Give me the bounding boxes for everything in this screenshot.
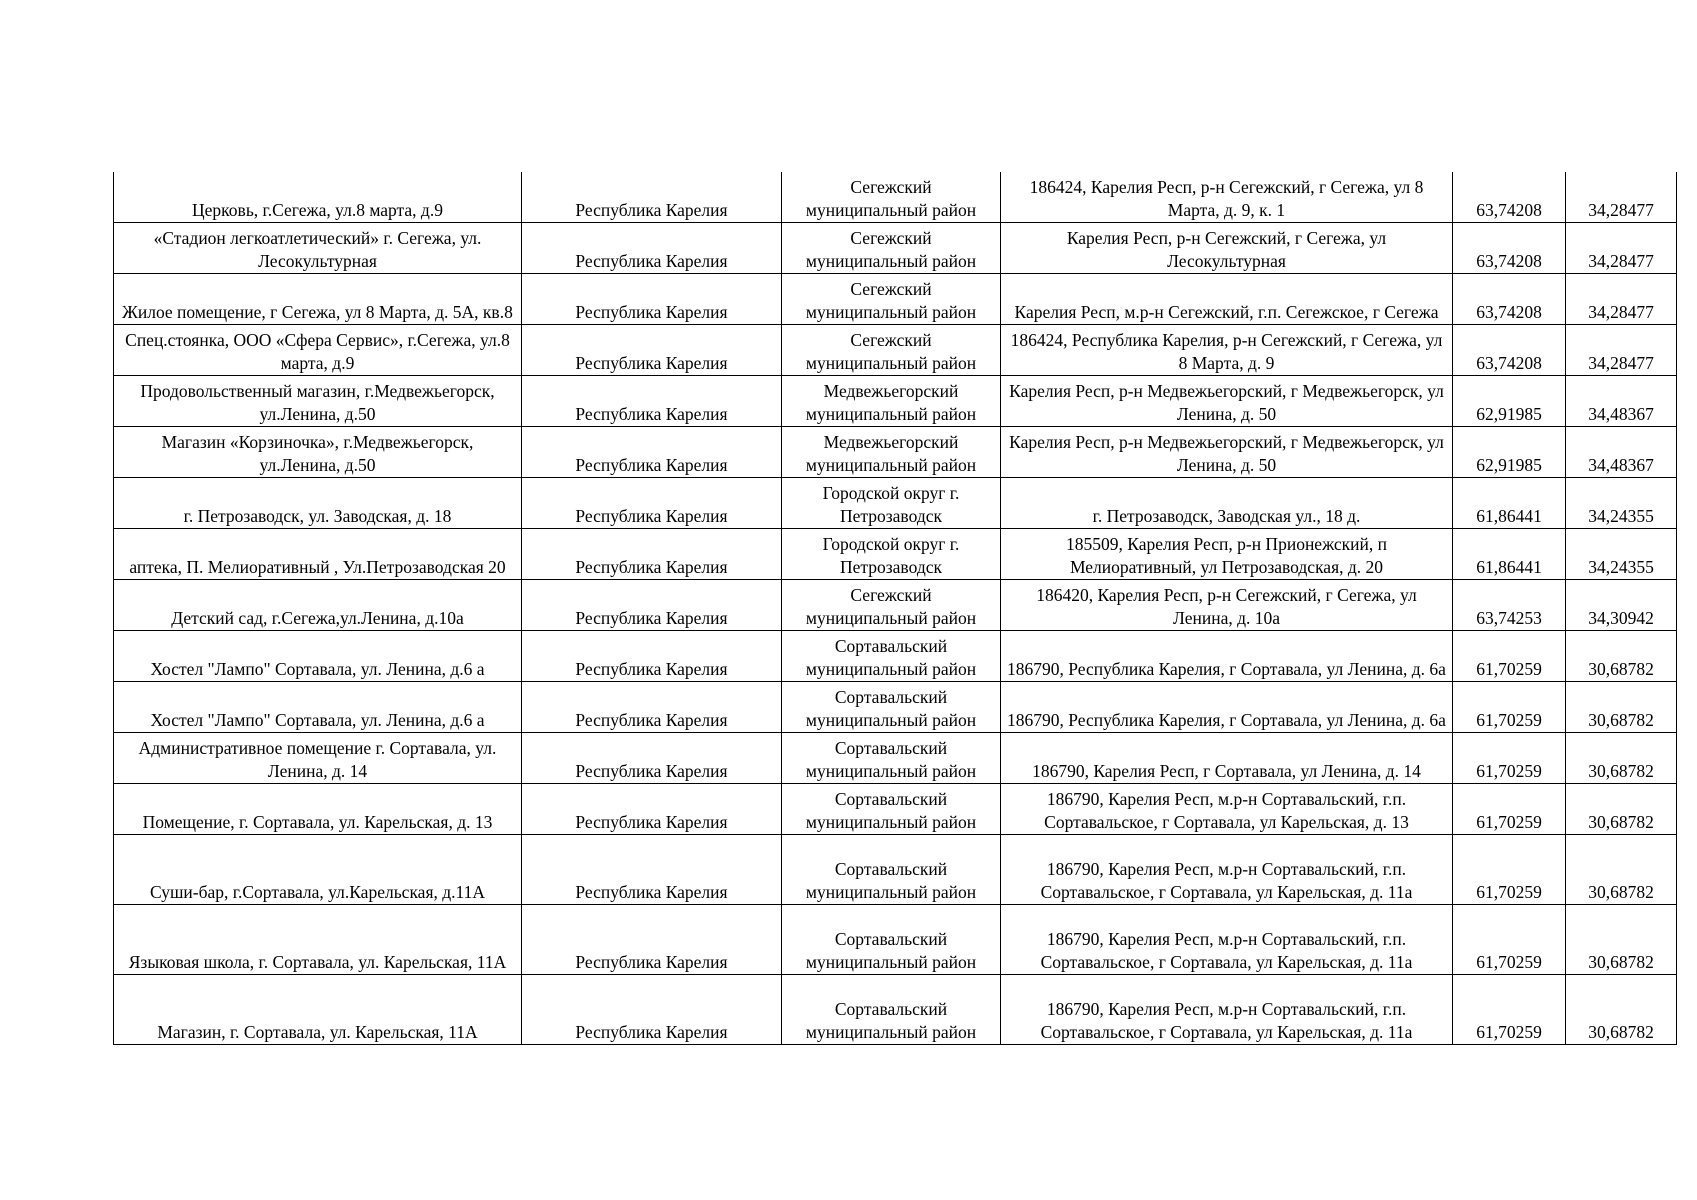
cell-object-name: Спец.стоянка, ООО «Сфера Сервис», г.Сегежа, ул.8 марта, д.9 xyxy=(114,325,522,376)
cell-address: 186424, Республика Карелия, р-н Сегежский, г Сегежа, ул 8 Марта, д. 9 xyxy=(1001,325,1453,376)
cell-longitude: 30,68782 xyxy=(1566,905,1677,975)
cell-object-name: Хостел "Лампо" Сортавала, ул. Ленина, д.6 а xyxy=(114,631,522,682)
cell-latitude: 61,70259 xyxy=(1453,975,1566,1045)
cell-municipality: Медвежьегорский муниципальный район xyxy=(782,376,1001,427)
document-page xyxy=(113,172,1677,1045)
cell-longitude: 30,68782 xyxy=(1566,733,1677,784)
cell-address: 186790, Карелия Респ, м.р-н Сортавальский, г.п. Сортавальское, г Сортавала, ул Карельская, д. 11а xyxy=(1001,905,1453,975)
cell-municipality: Городской округ г. Петрозаводск xyxy=(782,529,1001,580)
cell-longitude: 34,24355 xyxy=(1566,529,1677,580)
cell-latitude: 63,74208 xyxy=(1453,172,1566,223)
cell-municipality: Сортавальский муниципальный район xyxy=(782,682,1001,733)
cell-object-name: Магазин «Корзиночка», г.Медвежьегорск, ул.Ленина, д.50 xyxy=(114,427,522,478)
cell-region: Республика Карелия xyxy=(522,682,782,733)
cell-object-name: Церковь, г.Сегежа, ул.8 марта, д.9 xyxy=(114,172,522,223)
cell-address: г. Петрозаводск, Заводская ул., 18 д. xyxy=(1001,478,1453,529)
table-row xyxy=(114,580,1677,631)
cell-region: Республика Карелия xyxy=(522,733,782,784)
cell-latitude: 61,70259 xyxy=(1453,905,1566,975)
cell-municipality: Сортавальский муниципальный район xyxy=(782,905,1001,975)
cell-latitude: 61,70259 xyxy=(1453,682,1566,733)
cell-region: Республика Карелия xyxy=(522,975,782,1045)
cell-longitude: 34,28477 xyxy=(1566,274,1677,325)
table-row xyxy=(114,223,1677,274)
cell-municipality: Медвежьегорский муниципальный район xyxy=(782,427,1001,478)
cell-region: Республика Карелия xyxy=(522,223,782,274)
cell-longitude: 30,68782 xyxy=(1566,682,1677,733)
cell-longitude: 34,28477 xyxy=(1566,223,1677,274)
cell-address: 186424, Карелия Респ, р-н Сегежский, г Сегежа, ул 8 Марта, д. 9, к. 1 xyxy=(1001,172,1453,223)
table-row xyxy=(114,733,1677,784)
cell-address: Карелия Респ, р-н Медвежьегорский, г Медвежьегорск, ул Ленина, д. 50 xyxy=(1001,376,1453,427)
table-row xyxy=(114,784,1677,835)
cell-municipality: Городской округ г. Петрозаводск xyxy=(782,478,1001,529)
cell-object-name: аптека, П. Мелиоративный , Ул.Петрозаводская 20 xyxy=(114,529,522,580)
table-row xyxy=(114,682,1677,733)
cell-longitude: 34,24355 xyxy=(1566,478,1677,529)
table-row xyxy=(114,529,1677,580)
cell-municipality: Сегежский муниципальный район xyxy=(782,580,1001,631)
table-row xyxy=(114,325,1677,376)
cell-municipality: Сегежский муниципальный район xyxy=(782,325,1001,376)
cell-longitude: 30,68782 xyxy=(1566,784,1677,835)
cell-object-name: Жилое помещение, г Сегежа, ул 8 Марта, д. 5А, кв.8 xyxy=(114,274,522,325)
cell-longitude: 34,28477 xyxy=(1566,325,1677,376)
cell-latitude: 63,74208 xyxy=(1453,223,1566,274)
table-row xyxy=(114,427,1677,478)
cell-object-name: Детский сад, г.Сегежа,ул.Ленина, д.10а xyxy=(114,580,522,631)
locations-table xyxy=(113,172,1677,1045)
cell-region: Республика Карелия xyxy=(522,784,782,835)
cell-region: Республика Карелия xyxy=(522,427,782,478)
cell-address: 186420, Карелия Респ, р-н Сегежский, г Сегежа, ул Ленина, д. 10а xyxy=(1001,580,1453,631)
cell-region: Республика Карелия xyxy=(522,580,782,631)
cell-region: Республика Карелия xyxy=(522,905,782,975)
cell-latitude: 63,74208 xyxy=(1453,325,1566,376)
cell-address: Карелия Респ, м.р-н Сегежский, г.п. Сегежское, г Сегежа xyxy=(1001,274,1453,325)
cell-longitude: 34,28477 xyxy=(1566,172,1677,223)
cell-latitude: 61,70259 xyxy=(1453,784,1566,835)
cell-region: Республика Карелия xyxy=(522,631,782,682)
table-row xyxy=(114,631,1677,682)
cell-address: Карелия Респ, р-н Медвежьегорский, г Медвежьегорск, ул Ленина, д. 50 xyxy=(1001,427,1453,478)
cell-latitude: 61,70259 xyxy=(1453,733,1566,784)
cell-longitude: 34,48367 xyxy=(1566,427,1677,478)
cell-municipality: Сортавальский муниципальный район xyxy=(782,631,1001,682)
table-row xyxy=(114,478,1677,529)
cell-region: Республика Карелия xyxy=(522,274,782,325)
cell-address: 185509, Карелия Респ, р-н Прионежский, п Мелиоративный, ул Петрозаводская, д. 20 xyxy=(1001,529,1453,580)
cell-object-name: «Стадион легкоатлетический» г. Сегежа, ул. Лесокультурная xyxy=(114,223,522,274)
cell-object-name: Продовольственный магазин, г.Медвежьегорск, ул.Ленина, д.50 xyxy=(114,376,522,427)
cell-longitude: 30,68782 xyxy=(1566,631,1677,682)
cell-latitude: 63,74253 xyxy=(1453,580,1566,631)
cell-region: Республика Карелия xyxy=(522,529,782,580)
cell-latitude: 62,91985 xyxy=(1453,427,1566,478)
cell-region: Республика Карелия xyxy=(522,478,782,529)
cell-municipality: Сортавальский муниципальный район xyxy=(782,733,1001,784)
cell-longitude: 30,68782 xyxy=(1566,975,1677,1045)
cell-region: Республика Карелия xyxy=(522,172,782,223)
cell-address: 186790, Карелия Респ, м.р-н Сортавальский, г.п. Сортавальское, г Сортавала, ул Карельская, д. 13 xyxy=(1001,784,1453,835)
cell-latitude: 62,91985 xyxy=(1453,376,1566,427)
cell-object-name: Помещение, г. Сортавала, ул. Карельская, д. 13 xyxy=(114,784,522,835)
cell-object-name: Хостел "Лампо" Сортавала, ул. Ленина, д.6 а xyxy=(114,682,522,733)
cell-object-name: Суши-бар, г.Сортавала, ул.Карельская, д.11А xyxy=(114,835,522,905)
cell-address: 186790, Республика Карелия, г Сортавала, ул Ленина, д. 6а xyxy=(1001,682,1453,733)
cell-latitude: 61,70259 xyxy=(1453,835,1566,905)
cell-latitude: 61,86441 xyxy=(1453,478,1566,529)
cell-municipality: Сегежский муниципальный район xyxy=(782,172,1001,223)
table-row xyxy=(114,835,1677,905)
table-row xyxy=(114,274,1677,325)
cell-longitude: 34,30942 xyxy=(1566,580,1677,631)
cell-address: 186790, Республика Карелия, г Сортавала, ул Ленина, д. 6а xyxy=(1001,631,1453,682)
cell-municipality: Сегежский муниципальный район xyxy=(782,274,1001,325)
cell-object-name: Языковая школа, г. Сортавала, ул. Карельская, 11А xyxy=(114,905,522,975)
cell-region: Республика Карелия xyxy=(522,325,782,376)
cell-municipality: Сортавальский муниципальный район xyxy=(782,975,1001,1045)
cell-municipality: Сортавальский муниципальный район xyxy=(782,784,1001,835)
cell-longitude: 30,68782 xyxy=(1566,835,1677,905)
cell-object-name: Административное помещение г. Сортавала, ул. Ленина, д. 14 xyxy=(114,733,522,784)
table-row xyxy=(114,975,1677,1045)
cell-municipality: Сортавальский муниципальный район xyxy=(782,835,1001,905)
table-row xyxy=(114,905,1677,975)
cell-latitude: 63,74208 xyxy=(1453,274,1566,325)
cell-object-name: Магазин, г. Сортавала, ул. Карельская, 11А xyxy=(114,975,522,1045)
table-row xyxy=(114,376,1677,427)
cell-address: Карелия Респ, р-н Сегежский, г Сегежа, ул Лесокультурная xyxy=(1001,223,1453,274)
cell-latitude: 61,86441 xyxy=(1453,529,1566,580)
cell-object-name: г. Петрозаводск, ул. Заводская, д. 18 xyxy=(114,478,522,529)
table-row xyxy=(114,172,1677,223)
cell-municipality: Сегежский муниципальный район xyxy=(782,223,1001,274)
cell-latitude: 61,70259 xyxy=(1453,631,1566,682)
cell-region: Республика Карелия xyxy=(522,376,782,427)
cell-region: Республика Карелия xyxy=(522,835,782,905)
cell-address: 186790, Карелия Респ, г Сортавала, ул Ленина, д. 14 xyxy=(1001,733,1453,784)
cell-address: 186790, Карелия Респ, м.р-н Сортавальский, г.п. Сортавальское, г Сортавала, ул Карельская, д. 11а xyxy=(1001,835,1453,905)
cell-address: 186790, Карелия Респ, м.р-н Сортавальский, г.п. Сортавальское, г Сортавала, ул Карельская, д. 11а xyxy=(1001,975,1453,1045)
cell-longitude: 34,48367 xyxy=(1566,376,1677,427)
